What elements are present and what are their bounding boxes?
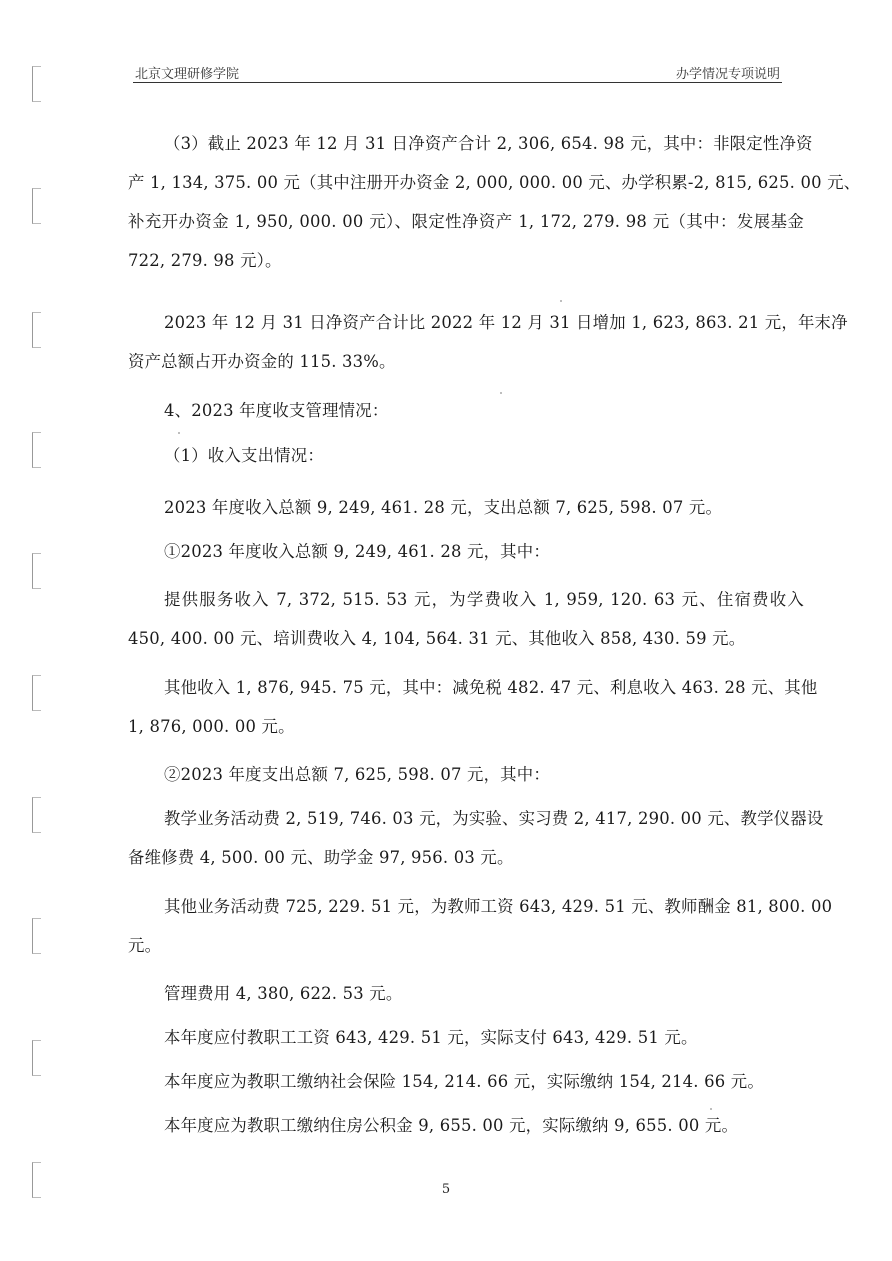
page-header [133, 60, 782, 83]
text-line: 1, 876, 000. 00 元。 [128, 717, 295, 736]
text-line: 元。 [128, 936, 162, 955]
text-line: 教学业务活动费 2, 519, 746. 03 元，为实验、实习费 2, 417, 290. 00 元、教学仪器设 [164, 809, 824, 828]
paragraph-housing-fund [128, 1106, 804, 1145]
paragraph-net-assets [128, 124, 861, 280]
scan-edge-mark [32, 432, 41, 468]
text-line: 2023 年度收入总额 9, 249, 461. 28 元，支出总额 7, 625, 598. 07 元。 [164, 498, 723, 517]
paragraph-other-business-expense [128, 887, 833, 965]
text-line: 管理费用 4, 380, 622. 53 元。 [164, 984, 403, 1003]
scan-edge-mark [32, 312, 41, 348]
text-line: 本年度应付教职工工资 643, 429. 51 元，实际支付 643, 429. 51 元。 [164, 1028, 698, 1047]
paragraph-expense-total [128, 755, 804, 794]
text-line: 其他业务活动费 725, 229. 51 元，为教师工资 643, 429. 51 元、教师酬金 81, 800. 00 [164, 897, 833, 916]
text-line: 本年度应为教职工缴纳社会保险 154, 214. 66 元，实际缴纳 154, 214. 66 元。 [164, 1072, 764, 1091]
paragraph-totals [128, 488, 804, 527]
text-line: 其他收入 1, 876, 945. 75 元，其中：减免税 482. 47 元、利息收入 463. 28 元、其他 [164, 678, 818, 697]
subsection-heading-income-expense [128, 436, 804, 475]
text-line: 备维修费 4, 500. 00 元、助学金 97, 956. 03 元。 [128, 848, 514, 867]
text-line: 450, 400. 00 元、培训费收入 4, 104, 564. 31 元、其他收入 858, 430. 59 元。 [128, 629, 746, 648]
paragraph-wages [128, 1018, 804, 1057]
paragraph-teaching-expense [128, 799, 824, 877]
text-line: 补充开办资金 1, 950, 000. 00 元）、限定性净资产 1, 172, 279. 98 元（其中：发展基金 [128, 212, 804, 231]
paragraph-service-income [128, 580, 804, 658]
text-line: （3）截止 2023 年 12 月 31 日净资产合计 2, 306, 654. 98 元，其中：非限定性净资 [164, 134, 813, 153]
text-line: 本年度应为教职工缴纳住房公积金 9, 655. 00 元，实际缴纳 9, 655. 00 元。 [164, 1116, 739, 1135]
scan-edge-mark [32, 675, 41, 711]
paragraph-net-asset-increase [128, 303, 848, 381]
text-line: 2023 年 12 月 31 日净资产合计比 2022 年 12 月 31 日增加 1, 623, 863. 21 元，年末净 [164, 313, 848, 332]
text-line: ②2023 年度支出总额 7, 625, 598. 07 元，其中： [164, 765, 550, 784]
paragraph-social-insurance [128, 1062, 804, 1101]
paragraph-income-total [128, 532, 804, 571]
scan-edge-mark [32, 188, 41, 224]
text-line: 产 1, 134, 375. 00 元（其中注册开办资金 2, 000, 000. 00 元、办学积累-2, 815, 625. 00 元、 [128, 173, 861, 192]
header-institution-name: 北京文理研修学院 [135, 67, 240, 82]
paragraph-management-expense [128, 974, 804, 1013]
text-line: ①2023 年度收入总额 9, 249, 461. 28 元，其中： [164, 542, 550, 561]
header-document-title: 办学情况专项说明 [675, 67, 780, 82]
scan-edge-mark [32, 553, 41, 589]
scan-edge-mark [32, 1040, 41, 1076]
page-number: 5 [441, 1182, 451, 1197]
text-line: 722, 279. 98 元）。 [128, 251, 282, 270]
scan-dust [178, 432, 180, 434]
scan-edge-mark [32, 66, 41, 102]
paragraph-other-income [128, 668, 818, 746]
text-line: 提供服务收入 7, 372, 515. 53 元，为学费收入 1, 959, 120. 63 元、住宿费收入 [164, 590, 804, 609]
text-line: 资产总额占开办资金的 115. 33%。 [128, 352, 396, 371]
scan-edge-mark [32, 918, 41, 954]
text-line: （1）收入支出情况： [164, 446, 324, 465]
scan-dust [560, 300, 562, 302]
scan-edge-mark [32, 797, 41, 833]
section-heading-income-expense [128, 391, 804, 430]
text-line: 4、2023 年度收支管理情况： [164, 401, 389, 420]
